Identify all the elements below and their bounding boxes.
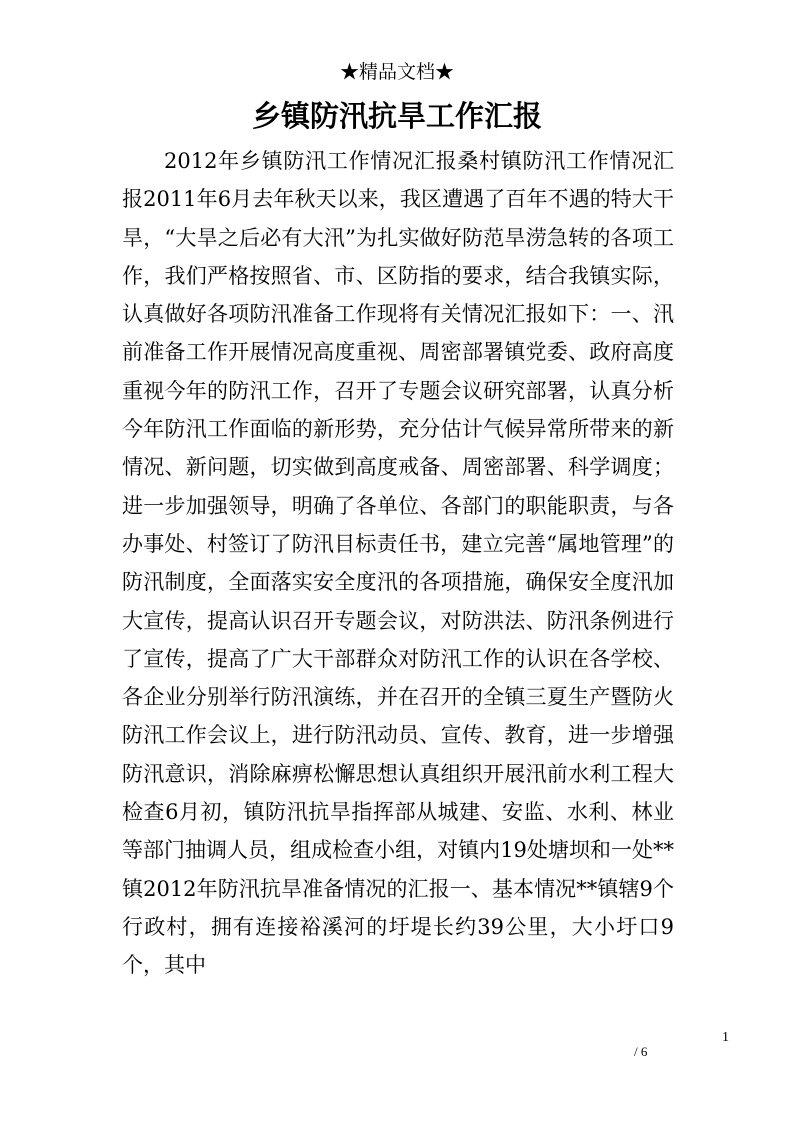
document-body: 2012年乡镇防汛工作情况汇报桑村镇防汛工作情况汇报2011年6月去年秋天以来，我区遭遇了百年不遇的特大干旱，“大旱之后必有大汛”为扎实做好防范旱涝急转的各项工作，我们严格按照省、市、区防指的要求，结合我镇实际，认真做好各项防汛准备工作现将有关情况汇报如下：一、汛前准备工作开展情况高度重视、周密部署镇党委、政府高度重视今年的防汛工作，召开了专题会议研究部署，认真分析今年防汛工作面临的新形势，充分估计气候异常所带来的新情况、新问题，切实做到高度戒备、周密部署、科学调度；进一步加强领导，明确了各单位、各部门的职能职责，与各办事处、村签订了防汛目标责任书，建立完善“属地管理”的防汛制度，全面落实安全度汛的各项措施，确保安全度汛加大宣传，提高认识召开专题会议，对防洪法、防汛条例进行了宣传，提高了广大干部群众对防汛工作的认识在各学校、各企业分别举行防汛演练，并在召开的全镇三夏生产暨防火防汛工作会议上，进行防汛动员、宣传、教育，进一步增强防汛意识，消除麻痹松懈思想认真组织开展汛前水利工程大检查6月初，镇防汛抗旱指挥部从城建、安监、水利、林业等部门抽调人员，组成检查小组，对镇内19处塘坝和一处**镇2012年防汛抗旱准备情况的汇报一、基本情况**镇辖9个行政村，拥有连接裕溪河的圩堤长约39公里，大小圩口9个，其中 <box>122 149 674 978</box>
page-total: / 6 <box>634 1044 648 1059</box>
header-mark: ★精品文档★ <box>339 61 454 83</box>
page-number: 1 <box>722 1030 729 1045</box>
document-title: 乡镇防汛抗旱工作汇报 <box>251 99 542 133</box>
